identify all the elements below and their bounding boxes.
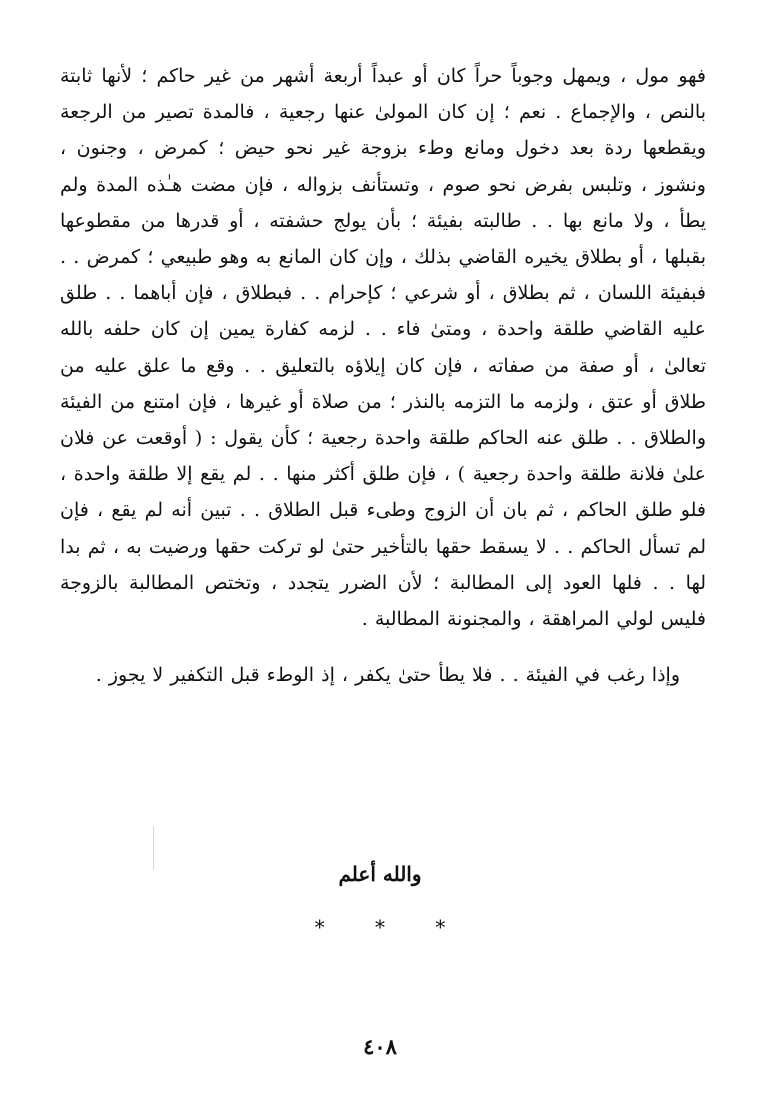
paragraph-1: فهو مول ، ويمهل وجوباً حراً كان أو عبداً أربعة أشهر من غير حاكم ؛ لأنها ثابتة بالنص ، والإجماع . نعم ؛ إن كان المولىٰ عنها رجعية ، فالمدة تصير من الرجعة ويقطعها ردة بعد دخول ومانع وطء بزوجة غير نحو حيض ؛ كمرض ، وجنون ، ونشوز ، وتلبس بفرض نحو صوم ، وتستأنف بزواله ، فإن مضت هـٰذه المدة ولم يطأ ، ولا مانع بها . . طالبته بفيئة ؛ بأن يولج حشفته ، أو قدرها من مقطوعها بقبلها ، أو بطلاق يخيره القاضي بذلك ، وإن كان المانع به وهو طبيعي ؛ كمرض . . فبفيئة اللسان ، ثم بطلاق ، أو شرعي ؛ كإحرام . . فبطلاق ، فإن أباهما . . طلق عليه القاضي طلقة واحدة ، ومتىٰ فاء . . لزمه كفارة يمين إن كان حلفه بالله تعالىٰ ، أو صفة من صفاته ، فإن كان إيلاؤه بالتعليق . . وقع ما علق عليه من طلاق أو عتق ، ولزمه ما التزمه بالنذر ؛ من صلاة أو غيرها ، فإن امتنع من الفيئة والطلاق . . طلق عنه الحاكم طلقة واحدة رجعية ؛ كأن يقول : ( أوقعت عن فلان علىٰ فلانة طلقة واحدة رجعية ) ، فإن طلق أكثر منها . . لم يقع إلا طلقة واحدة ، فلو طلق الحاكم ، ثم بان أن الزوج وطىء قبل الطلاق . . تبين أنه لم يقع ، فإن لم تسأل الحاكم . . لا يسقط حقها بالتأخير حتىٰ لو تركت حقها ورضيت به ، ثم بدا لها . . فلها العود إلى المطالبة ؛ لأن الضرر يتجدد ، وتختص المطالبة بالزوجة فليس لولي المراهقة ، والمجنونة المطالبة .	[60, 65, 706, 631]
main-text	[60, 58, 706, 693]
section-separator: * * *	[314, 915, 468, 939]
closing-phrase: والله أعلم	[338, 862, 422, 886]
page-number: ٤٠٨	[363, 1034, 397, 1059]
paragraph-2: وإذا رغب في الفيئة . . فلا يطأ حتىٰ يكفر ، إذ الوطء قبل التكفير لا يجوز .	[95, 664, 680, 687]
